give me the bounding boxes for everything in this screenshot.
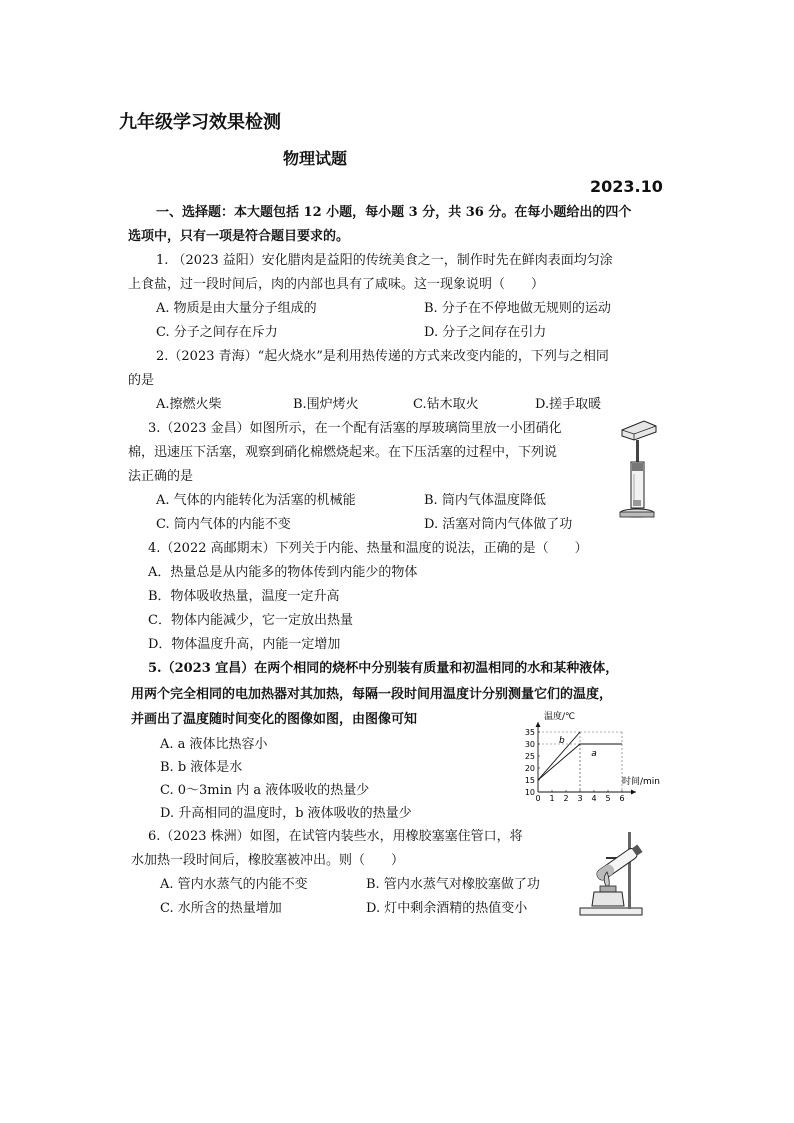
chart-y-axis-arrow (536, 722, 541, 727)
q2-stem-line1: 2.（2023 青海）“起火烧水”是利用热传递的方式来改变内能的，下列与之相同 (156, 349, 609, 364)
q4-option-a: A．热量总是从内能多的物体传到内能少的物体 (148, 565, 418, 580)
chart-y-tick-label: 20 (524, 764, 535, 773)
temperature-time-chart (516, 708, 676, 808)
q6-option-a: A. 管内水蒸气的内能不变 (160, 877, 308, 892)
q1-stem-line2: 上食盐，过一段时间后，肉的内部也具有了咸味。这一现象说明（ ） (128, 277, 545, 292)
q3-stem-line1: 3.（2023 金昌）如图所示，在一个配有活塞的厚玻璃筒里放一小团硝化 (148, 421, 562, 436)
chart-x-tick-label: 6 (619, 794, 625, 803)
chart-series-label-a: a (591, 749, 597, 759)
chart-x-tick-label: 0 (535, 794, 541, 803)
test-tube-heating-figure (576, 828, 666, 918)
q4-option-d: D．物体温度升高，内能一定增加 (148, 637, 341, 652)
q2-stem-line2: 的是 (128, 373, 155, 388)
q1-option-a: A. 物质是由大量分子组成的 (156, 301, 317, 316)
chart-y-tick-label: 25 (524, 752, 535, 761)
chart-y-tick-label: 10 (524, 788, 535, 797)
section-heading-line1: 一、选择题：本大题包括 12 小题，每小题 3 分，共 36 分。在每小题给出的四个 (156, 205, 632, 220)
q5-stem-line2: 用两个完全相同的电加热器对其加热，每隔一段时间用温度计分别测量它们的温度， (131, 687, 613, 702)
q3-option-d: D. 活塞对筒内气体做了功 (424, 517, 573, 532)
section-heading-line2: 选项中，只有一项是符合题目要求的。 (128, 229, 350, 244)
q3-option-b: B. 筒内气体温度降低 (424, 493, 546, 508)
chart-x-tick-label: 1 (549, 794, 555, 803)
chart-y-axis-label: 温度/℃ (544, 712, 576, 722)
q3-option-c: C. 筒内气体的内能不变 (156, 517, 291, 532)
chart-x-tick-label: 5 (605, 794, 611, 803)
document-title: 九年级学习效果检测 (119, 112, 281, 133)
document-subtitle: 物理试题 (283, 149, 348, 168)
chart-x-tick-label: 4 (591, 794, 597, 803)
document-date: 2023.10 (590, 177, 663, 196)
q2-option-b: B.围炉烤火 (293, 397, 359, 412)
chart-x-tick-label: 3 (577, 794, 583, 803)
q5-option-d: D. 升高相同的温度时，b 液体吸收的热量少 (160, 806, 412, 821)
q6-option-c: C. 水所含的热量增加 (160, 901, 282, 916)
q6-stem-line2: 水加热一段时间后，橡胶塞被冲出。则（ ） (131, 853, 405, 868)
q4-stem: 4.（2022 高邮期末）下列关于内能、热量和温度的说法，正确的是（ ） (148, 541, 588, 556)
chart-y-tick-label: 30 (524, 740, 535, 749)
q6-stem-line1: 6.（2023 株洲）如图，在试管内装些水，用橡胶塞塞住管口，将 (148, 829, 523, 844)
q3-stem-line3: 法正确的是 (128, 469, 194, 484)
q6-option-b: B. 管内水蒸气对橡胶塞做了功 (366, 877, 540, 892)
q5-option-b: B. b 液体是水 (160, 760, 243, 775)
q1-option-b: B. 分子在不停地做无规则的运动 (424, 301, 611, 316)
chart-x-axis-arrow (631, 790, 636, 795)
q5-stem-line3: 并画出了温度随时间变化的图像如图，由图像可知 (131, 712, 418, 727)
q4-option-c: C．物体内能减少，它一定放出热量 (148, 613, 353, 628)
q2-option-c: C.钻木取火 (413, 397, 479, 412)
q3-option-a: A. 气体的内能转化为活塞的机械能 (156, 493, 356, 508)
q1-option-d: D. 分子之间存在引力 (424, 325, 547, 340)
q5-option-c: C. 0～3min 内 a 液体吸收的热量少 (160, 783, 370, 798)
chart-x-tick-label: 2 (563, 794, 569, 803)
chart-y-tick-label: 35 (524, 728, 535, 737)
q4-option-b: B．物体吸收热量，温度一定升高 (148, 589, 340, 604)
chart-x-axis-label: 时间/min (622, 777, 661, 787)
chart-y-tick-label: 15 (524, 776, 535, 785)
q1-stem-line1: 1. （2023 益阳）安化腊肉是益阳的传统美食之一，制作时先在鲜肉表面均匀涂 (156, 253, 613, 268)
q5-stem-line1: 5.（2023 宜昌）在两个相同的烧杯中分别装有质量和初温相同的水和某种液体， (148, 661, 619, 676)
q1-option-c: C. 分子之间存在斥力 (156, 325, 278, 340)
q2-option-a: A.擦燃火柴 (156, 397, 222, 412)
chart-series-label-b: b (559, 735, 565, 746)
q2-option-d: D.搓手取暖 (535, 397, 602, 412)
q3-stem-line2: 棉，迅速压下活塞，观察到硝化棉燃烧起来。在下压活塞的过程中，下列说 (128, 445, 558, 460)
piston-cylinder-figure (616, 416, 662, 521)
q5-option-a: A. a 液体比热容小 (160, 737, 268, 752)
q6-option-d: D. 灯中剩余酒精的热值变小 (366, 901, 528, 916)
